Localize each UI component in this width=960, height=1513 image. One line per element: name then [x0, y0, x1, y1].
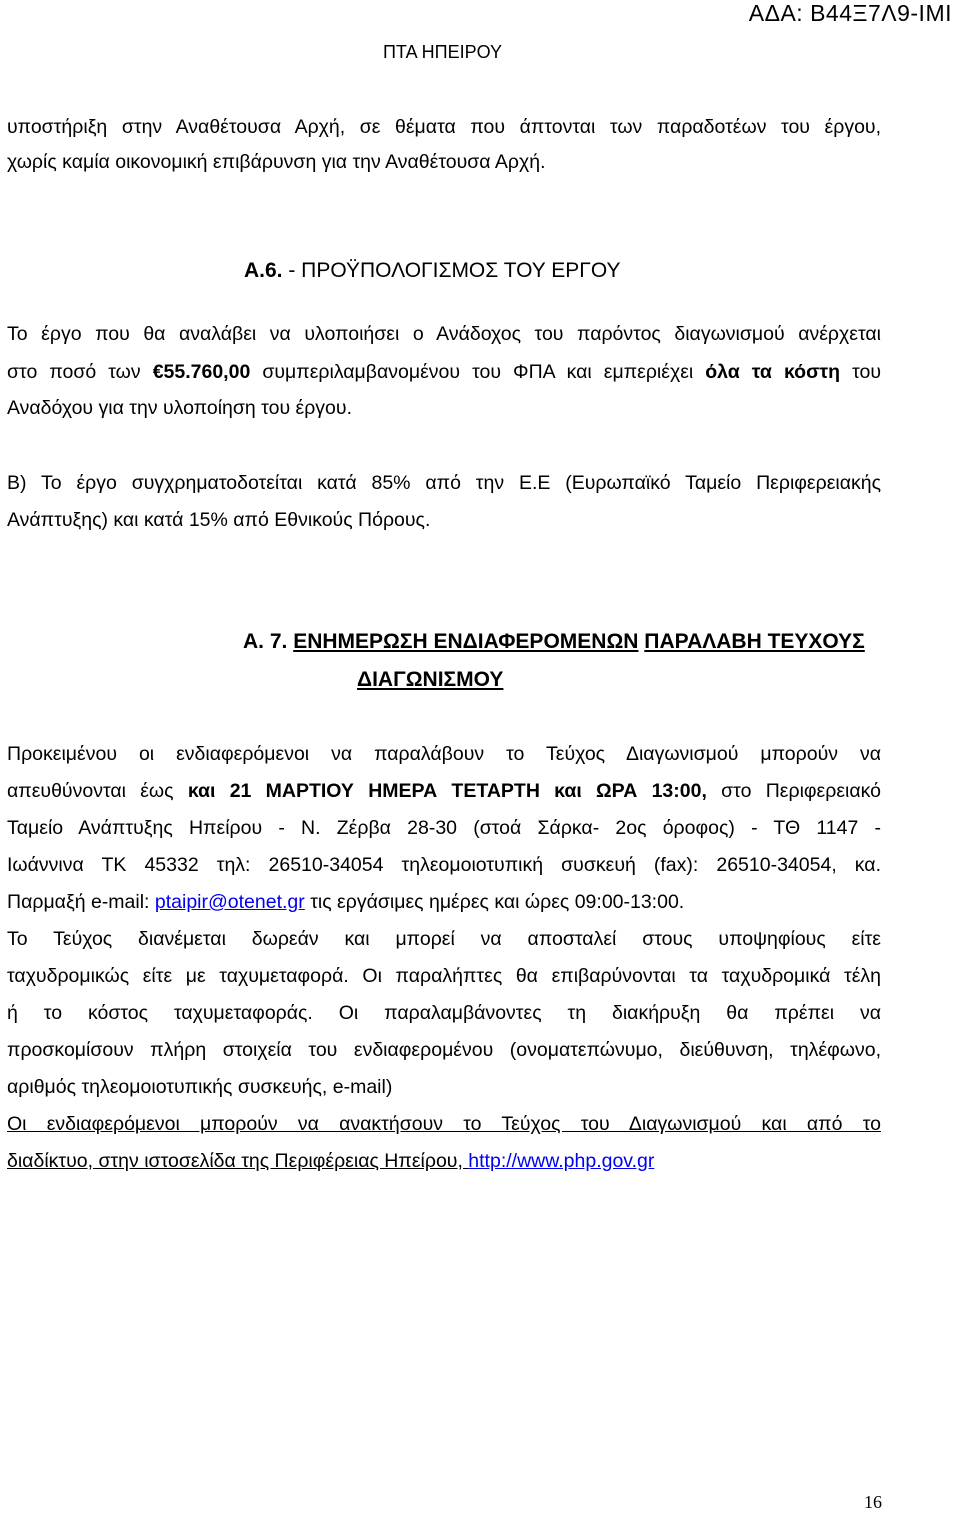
deadline-text: και 21 ΜΑΡΤΙΟΥ ΗΜΕΡΑ ΤΕΤΑΡΤΗ και ΩΡΑ 13:00, [187, 780, 707, 802]
section-a7-heading [243, 630, 865, 654]
a6-p1-line-1: Το έργο που θα αναλάβει να υλοποιήσει ο Ανάδοχος του παρόντος διαγωνισμού ανέρχεται [7, 323, 881, 345]
ada-code: ΑΔΑ: Β44Ξ7Λ9-ΙΜΙ [748, 0, 952, 26]
a7-line-10: αριθμός τηλεομοιοτυπικής συσκευής, e-mail) [7, 1076, 393, 1098]
a7-text: Παρμαξή e-mail: [7, 891, 155, 913]
a6-p2-line-2: Ανάπτυξης) και κατά 15% από Εθνικούς Πόρους. [7, 509, 431, 531]
a7-line-12 [7, 1150, 654, 1173]
website-link[interactable]: http://www.php.gov.gr [468, 1150, 655, 1172]
a7-line-6: Το Τεύχος διανέμεται δωρεάν και μπορεί να αποσταλεί στους υποψηφίους είτε [7, 928, 881, 950]
a7-text: στο Περιφερειακό [706, 780, 881, 802]
heading-part-3: ΔΙΑΓΩΝΙΣΜΟΥ [357, 668, 504, 691]
section-a7-number: Α. 7. [243, 630, 288, 653]
heading-part-2: ΠΑΡΑΛΑΒΗ ΤΕΥΧΟΥΣ [644, 630, 865, 653]
section-a6-title: - ΠΡΟΫΠΟΛΟΓΙΣΜΟΣ ΤΟΥ ΕΡΓΟΥ [282, 259, 621, 282]
a7-line-1: Προκειμένου οι ενδιαφερόμενοι να παραλάβουν το Τεύχος Διαγωνισμού μπορούν να [7, 743, 881, 765]
a6-p2-line-1: Β) Το έργο συγχρηματοδοτείται κατά 85% από την Ε.Ε (Ευρωπαϊκό Ταμείο Περιφερειακής [7, 472, 881, 494]
intro-line-1: υποστήριξη στην Αναθέτουσα Αρχή, σε θέματα που άπτονται των παραδοτέων του έργου, [7, 116, 881, 138]
a7-line-9: προσκομίσουν πλήρη στοιχεία του ενδιαφερομένου (ονοματεπώνυμο, διεύθυνση, τηλέφωνο, [7, 1039, 881, 1061]
a7-line-8: ή το κόστος ταχυμεταφοράς. Οι παραλαμβάνοντες τη διακήρυξη θα πρέπει να [7, 1002, 881, 1024]
all-costs-text: όλα τα κόστη [705, 361, 841, 383]
budget-amount: €55.760,00 [152, 361, 251, 383]
a7-line-2 [7, 780, 881, 806]
a7-line-11: Οι ενδιαφερόμενοι μπορούν να ανακτήσουν το Τεύχος του Διαγωνισμού και από το [7, 1113, 881, 1135]
a6-text: του [840, 361, 881, 383]
intro-line-2: χωρίς καμία οικονομική επιβάρυνση για την Αναθέτουσα Αρχή. [7, 151, 546, 173]
a7-text: διαδίκτυο, στην ιστοσελίδα της Περιφέρειας Ηπείρου, [7, 1150, 469, 1172]
email-link[interactable]: ptaipir@otenet.gr [154, 891, 305, 913]
a6-p1-line-2 [7, 361, 881, 387]
section-a7-heading-line-2 [357, 668, 503, 692]
a7-text: τις εργάσιμες ημέρες και ώρες 09:00-13:00. [304, 891, 685, 913]
a7-line-7: ταχυδρομικώς είτε με ταχυμεταφορά. Οι παραλήπτες θα επιβαρύνονται τα ταχυδρομικά τέλη [7, 965, 881, 987]
a7-line-3: Ταμείο Ανάπτυξης Ηπείρου - Ν. Ζέρβα 28-30 (στοά Σάρκα- 2ος όροφος) - ΤΘ 1147 - [7, 817, 881, 839]
a7-line-4: Ιωάννινα ΤΚ 45332 τηλ: 26510-34054 τηλεομοιοτυπική συσκευή (fax): 26510-34054, κα. [7, 854, 881, 876]
a6-text: συμπεριλαμβανομένου του ΦΠΑ και εμπεριέχει [250, 361, 706, 383]
section-a6-heading [244, 259, 621, 283]
a6-text: στο ποσό των [7, 361, 153, 383]
a6-p1-line-3: Αναδόχου για την υλοποίηση του έργου. [7, 397, 352, 419]
page-header: ΠΤΑ ΗΠΕΙΡΟΥ [382, 42, 503, 62]
a7-text: απευθύνονται έως [7, 780, 188, 802]
page-number: 16 [864, 1492, 882, 1512]
a7-line-5 [7, 891, 684, 914]
heading-part-1: ΕΝΗΜΕΡΩΣΗ ΕΝΔΙΑΦΕΡΟΜΕΝΩΝ [293, 630, 639, 653]
section-a6-number: Α.6. [244, 259, 283, 282]
